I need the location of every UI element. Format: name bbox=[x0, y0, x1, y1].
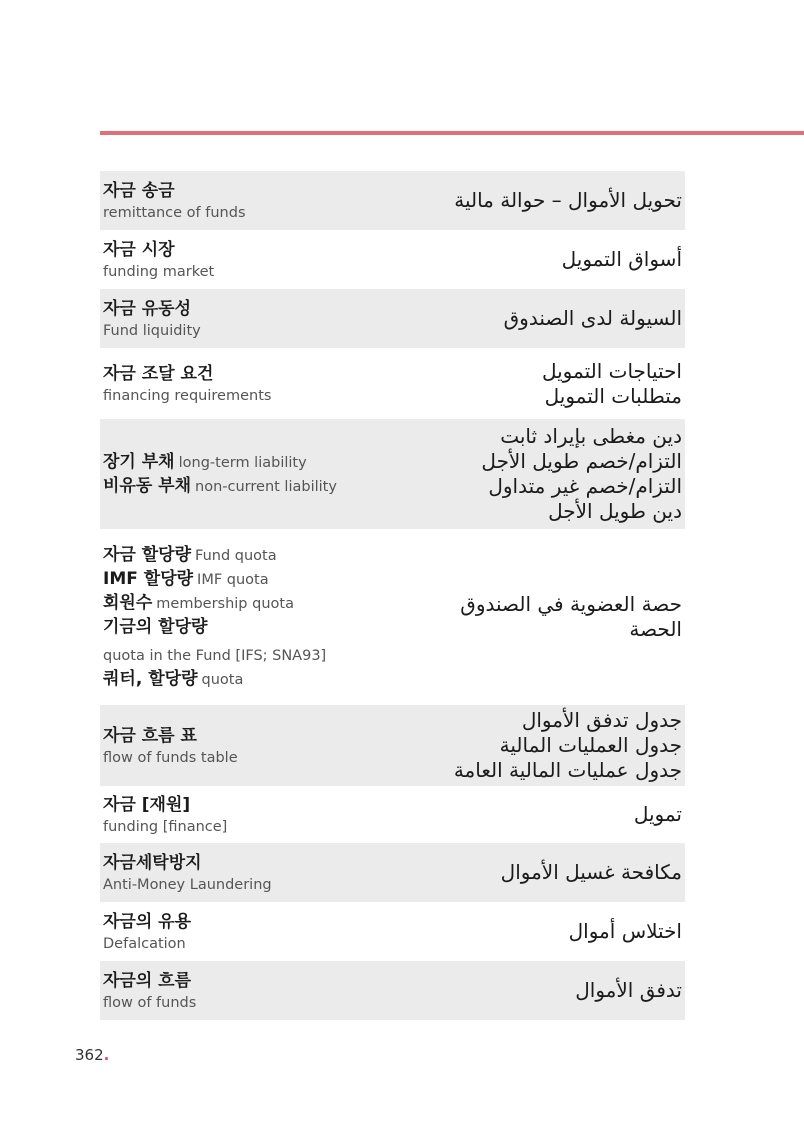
arabic-line: جدول تدفق الأموال bbox=[521, 708, 682, 732]
arabic-line: جدول عمليات المالية العامة bbox=[453, 758, 682, 782]
term-line bbox=[103, 667, 326, 691]
arabic-line: مكافحة غسيل الأموال bbox=[500, 860, 682, 884]
glossary-row bbox=[100, 348, 685, 419]
arabic-line: احتياجات التمويل bbox=[541, 358, 682, 383]
english-term: quota bbox=[201, 672, 244, 688]
arabic-translation bbox=[569, 919, 682, 944]
glossary-row bbox=[100, 289, 685, 348]
arabic-line: حصة العضوية في الصندوق bbox=[460, 592, 682, 616]
arabic-line: دين طويل الأجل bbox=[548, 499, 682, 523]
term-line bbox=[103, 643, 326, 667]
korean-term: 자금 조달 요건 bbox=[103, 363, 214, 384]
glossary-row bbox=[100, 961, 685, 1020]
arabic-translation bbox=[481, 424, 682, 524]
arabic-line: تحويل الأموال – حوالة مالية bbox=[454, 188, 682, 212]
arabic-translation bbox=[634, 802, 682, 827]
arabic-line: تدفق الأموال bbox=[575, 978, 682, 1002]
term-block bbox=[103, 238, 214, 282]
arabic-translation bbox=[454, 708, 682, 783]
arabic-line: تمويل bbox=[633, 802, 682, 826]
arabic-translation bbox=[542, 359, 682, 409]
glossary-row bbox=[100, 230, 685, 289]
page-number bbox=[75, 1046, 109, 1064]
term-block bbox=[103, 910, 191, 954]
glossary-row bbox=[100, 171, 685, 230]
english-term: remittance of funds bbox=[103, 204, 246, 221]
glossary-table bbox=[100, 171, 685, 1020]
term-block bbox=[103, 179, 246, 223]
arabic-line: السيولة لدى الصندوق bbox=[503, 306, 682, 330]
english-term: flow of funds bbox=[103, 994, 197, 1011]
korean-term: 자금 할당량 bbox=[103, 545, 192, 565]
term-block bbox=[103, 724, 238, 768]
term-line bbox=[103, 474, 337, 498]
page-number-dot: . bbox=[103, 1046, 110, 1064]
korean-term: 자금 유동성 bbox=[103, 298, 192, 319]
korean-term: 자금의 흐름 bbox=[103, 970, 192, 991]
korean-term: 자금 흐름 표 bbox=[103, 725, 197, 746]
arabic-line: اختلاس أموال bbox=[568, 919, 682, 943]
arabic-line: التزام/خصم طويل الأجل bbox=[481, 449, 682, 473]
english-term: funding [finance] bbox=[103, 818, 228, 835]
arabic-line: التزام/خصم غير متداول bbox=[488, 474, 682, 498]
arabic-line: دين مغطى بإيراد ثابت bbox=[500, 424, 682, 448]
korean-term: 회원수 bbox=[103, 593, 153, 613]
term-block bbox=[103, 969, 196, 1013]
korean-term: 자금 시장 bbox=[103, 239, 175, 260]
term-line bbox=[103, 567, 326, 591]
korean-term: 자금의 유용 bbox=[103, 911, 192, 932]
arabic-translation bbox=[575, 978, 682, 1003]
term-line bbox=[103, 591, 326, 615]
page-number-text: 362 bbox=[75, 1046, 104, 1064]
arabic-translation bbox=[460, 592, 682, 642]
korean-term: 장기 부채 bbox=[103, 452, 175, 472]
glossary-row bbox=[100, 786, 685, 843]
arabic-translation bbox=[501, 860, 682, 885]
glossary-row bbox=[100, 705, 685, 786]
korean-term: 쿼터, 할당량 bbox=[103, 669, 198, 689]
english-term: long-term liability bbox=[178, 455, 307, 471]
term-block bbox=[103, 851, 272, 895]
english-term: Fund liquidity bbox=[103, 322, 201, 339]
english-term: flow of funds table bbox=[103, 749, 238, 766]
english-term: membership quota bbox=[156, 596, 294, 612]
english-term: quota in the Fund [IFS; SNA93] bbox=[103, 648, 327, 664]
glossary-row bbox=[100, 902, 685, 961]
english-term: funding market bbox=[103, 263, 215, 280]
glossary-row bbox=[100, 529, 685, 705]
english-term: Defalcation bbox=[103, 935, 186, 952]
arabic-line: الحصة bbox=[629, 617, 682, 641]
korean-term: 자금세탁방지 bbox=[103, 852, 202, 873]
english-term: non-current liability bbox=[195, 479, 337, 495]
term-block bbox=[103, 543, 326, 691]
arabic-line: متطلبات التمويل bbox=[544, 383, 682, 408]
term-line bbox=[103, 543, 326, 567]
english-term: Fund quota bbox=[195, 548, 277, 564]
arabic-translation bbox=[562, 247, 682, 272]
term-line bbox=[103, 450, 337, 474]
term-block bbox=[103, 362, 271, 406]
term-block bbox=[103, 297, 201, 341]
glossary-row bbox=[100, 419, 685, 529]
arabic-translation bbox=[454, 188, 682, 213]
english-term: Anti-Money Laundering bbox=[103, 876, 272, 893]
arabic-translation bbox=[504, 306, 682, 331]
korean-term: IMF 할당량 bbox=[103, 569, 194, 589]
term-block bbox=[103, 450, 337, 498]
term-block bbox=[103, 793, 227, 837]
korean-term: 비유동 부채 bbox=[103, 476, 192, 496]
korean-term: 자금 송금 bbox=[103, 180, 175, 201]
korean-term: 자금 [재원] bbox=[103, 794, 191, 815]
glossary-row bbox=[100, 843, 685, 902]
english-term: IMF quota bbox=[197, 572, 269, 588]
arabic-line: جدول العمليات المالية bbox=[499, 733, 682, 757]
arabic-line: أسواق التمويل bbox=[561, 247, 682, 271]
top-accent-rule bbox=[100, 131, 804, 135]
term-line bbox=[103, 615, 326, 639]
korean-term: 기금의 할당량 bbox=[103, 617, 208, 637]
english-term: financing requirements bbox=[103, 387, 272, 404]
